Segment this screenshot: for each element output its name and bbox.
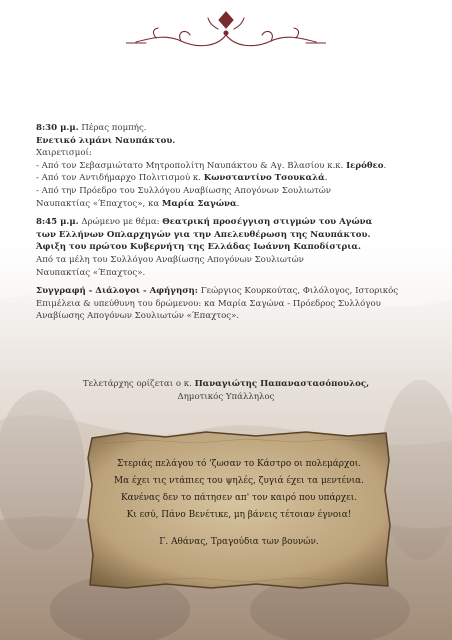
- performance-by: Ναυπακτίας «Έπαχτος».: [36, 267, 146, 278]
- performance-title-line: Άφιξη του πρώτου Κυβερνήτη της Ελλάδας Ιωάννη Καποδίστρια.: [36, 242, 361, 253]
- time-label: 8:45 μ.μ.: [36, 217, 79, 228]
- time-label: 8:30 μ.μ.: [36, 123, 79, 133]
- poem-line: Κι εσύ, Πάνο Βενέτικε, μη βάνεις τέτοιαν έγνοια!: [126, 510, 352, 520]
- performance-by: Από τα μέλη του Συλλόγου Αναβίωσης Απογόνων Σουλιωτών: [36, 254, 304, 265]
- master-of-ceremonies: Τελετάρχης ορίζεται ο κ. Παναγιώτης Παπαναστασόπουλος, Δημοτικός Υπάλληλος: [82, 379, 370, 402]
- performance-title-line: των Ελλήνων Οπλαρχηγών για την Απελευθέρωση της Ναυπάκτου.: [36, 229, 371, 240]
- greeting-line: - Από τον Αντιδήμαρχο Πολιτισμού κ. Κωνσταντίνο Τσουκαλά.: [36, 173, 328, 184]
- program-place: Ενετικό λιμάνι Ναυπάκτου.: [36, 135, 176, 146]
- greeting-line: Ναυπακτίας «Έπαχτος», κα Μαρία Σαγώνα.: [36, 198, 240, 209]
- credits-line: Αναβίωσης Απογόνων Σουλιωτών «Έπαχτος».: [36, 311, 240, 322]
- event-program: [36, 122, 426, 323]
- poem-scroll: [86, 430, 392, 590]
- credits-label: Συγγραφή - Διάλογοι - Αφήγηση:: [36, 286, 198, 297]
- greeting-line: - Από τον Σεβασμιώτατο Μητροπολίτη Ναυπάκτου & Αγ. Βλασίου κ.κ. Ιερόθεο.: [36, 160, 387, 171]
- credits-line: Συγγραφή - Διάλογοι - Αφήγηση: Γεώργιος Κουρκούτας, Φιλόλογος, Ιστορικός: [36, 286, 399, 297]
- greetings-title: Χαιρετισμοί:: [36, 148, 92, 159]
- poem-text: [86, 456, 392, 551]
- credits-line: Επιμέλεια & υπεύθυνη του δρώμενου: κα Μαρία Σαγώνα - Πρόεδρος Συλλόγου: [36, 298, 381, 309]
- greeting-line: - Από την Πρόεδρο του Συλλόγου Αναβίωσης Απογόνων Σουλιωτών: [36, 185, 332, 196]
- poem-signature: Γ. Αθάνας, Τραγούδια των βουνών.: [159, 537, 319, 547]
- poem-line: Στεριάς πελάγου τό 'ζωσαν το Κάστρο οι πολεμάρχοι.: [116, 459, 362, 469]
- poem-line: Μα έχει τις ντάπιες του ψηλές, ζυγιά έχει τα μεντένια.: [114, 476, 364, 486]
- program-line-time-2: 8:45 μ.μ. Δρώμενο με θέμα: Θεατρική προσέγγιση στιγμών του Αγώνα: [36, 217, 373, 228]
- program-line-time-1: 8:30 μ.μ. Πέρας πομπής.: [36, 123, 147, 133]
- ornament-flourish-icon: [126, 8, 326, 54]
- poem-line: Κανένας δεν το πάτησεν απ' τον καιρό που υπάρχει.: [120, 493, 358, 503]
